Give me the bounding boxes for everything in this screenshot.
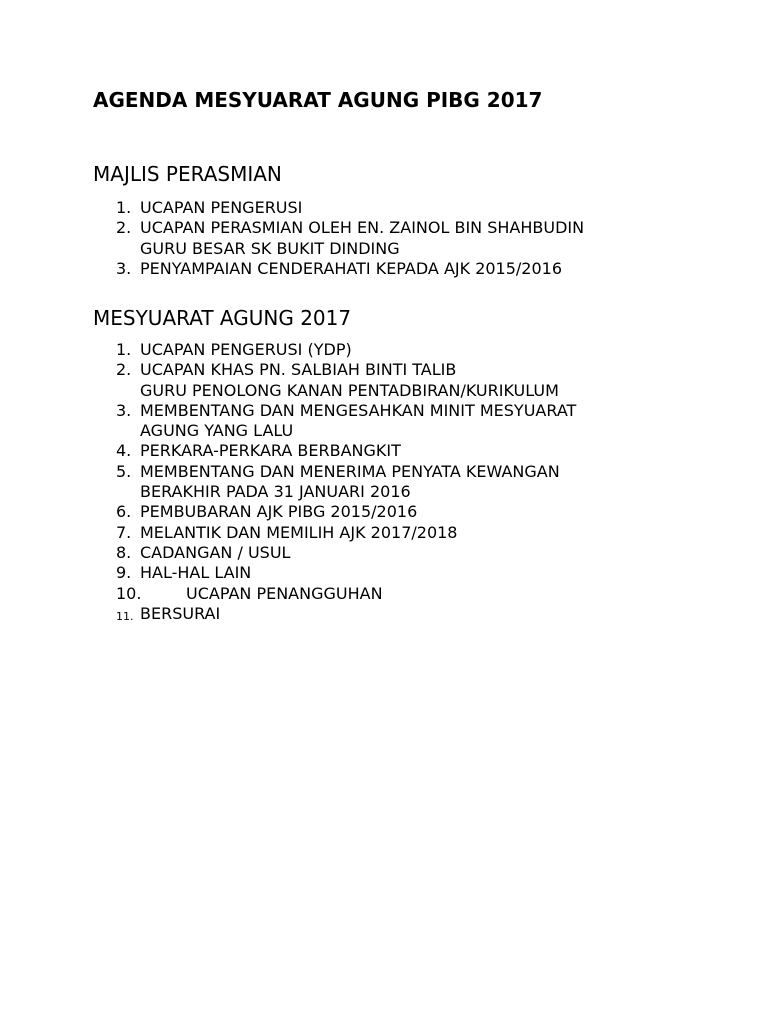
item-number: 11. <box>116 609 134 623</box>
item-text-line: GURU PENOLONG KANAN PENTADBIRAN/KURIKULUM <box>140 380 559 400</box>
item-text-line: UCAPAN PENGERUSI <box>140 198 303 217</box>
section-heading-mesyuarat-agung: MESYUARAT AGUNG 2017 <box>93 306 352 330</box>
item-text <box>140 259 562 279</box>
item-text-line: PEMBUBARAN AJK PIBG 2015/2016 <box>140 502 418 522</box>
item-text <box>140 543 290 563</box>
list-item <box>116 401 716 442</box>
item-number: 8. <box>116 542 132 562</box>
item-text-line: CADANGAN / USUL <box>140 542 291 562</box>
item-text-line: MELANTIK DAN MEMILIH AJK 2017/2018 <box>140 522 458 542</box>
list-item <box>116 604 716 627</box>
item-text-line: GURU BESAR SK BUKIT DINDING <box>140 238 400 258</box>
item-text <box>140 563 251 583</box>
item-number: 4. <box>116 441 132 461</box>
item-text <box>140 401 576 442</box>
item-text <box>140 340 352 360</box>
item-text <box>140 604 220 627</box>
list-item <box>116 563 716 583</box>
item-text-line: AGUNG YANG LALU <box>140 421 294 441</box>
item-number: 10. <box>116 583 142 603</box>
list-item <box>116 462 716 503</box>
item-text-line: UCAPAN KHAS PN. SALBIAH BINTI TALIB <box>140 360 457 380</box>
item-text-line: PENYAMPAIAN CENDERAHATI KEPADA AJK 2015/2016 <box>140 258 563 278</box>
list-item <box>116 340 716 360</box>
item-text-line: BERAKHIR PADA 31 JANUARI 2016 <box>140 482 411 502</box>
item-text <box>140 218 584 259</box>
list-item <box>116 259 716 279</box>
agenda-list-majlis-perasmian <box>116 198 716 279</box>
item-text-line: MEMBENTANG DAN MENERIMA PENYATA KEWANGAN <box>140 461 560 481</box>
item-text <box>140 441 401 461</box>
item-number: 5. <box>116 461 132 481</box>
item-number: 3. <box>116 258 132 278</box>
list-item <box>116 218 716 259</box>
item-text-line: MEMBENTANG DAN MENGESAHKAN MINIT MESYUARAT <box>140 400 577 420</box>
item-text <box>140 502 417 522</box>
item-number: 2. <box>116 360 132 380</box>
item-text-line: PERKARA-PERKARA BERBANGKIT <box>140 441 401 461</box>
item-text <box>140 198 302 218</box>
item-number: 9. <box>116 563 132 583</box>
item-text-line: BERSURAI <box>140 603 221 623</box>
item-text <box>140 360 559 401</box>
item-number: 3. <box>116 400 132 420</box>
item-text <box>140 523 457 543</box>
list-item <box>116 523 716 543</box>
item-number: 1. <box>116 340 132 359</box>
item-number: 2. <box>116 218 132 238</box>
list-item <box>116 584 716 604</box>
page-title: AGENDA MESYUARAT AGUNG PIBG 2017 <box>93 88 543 112</box>
item-text-line: HAL-HAL LAIN <box>140 563 252 583</box>
item-text-line: UCAPAN PENANGGUHAN <box>186 583 383 603</box>
item-number: 1. <box>116 198 132 217</box>
item-text <box>186 584 383 604</box>
list-item <box>116 502 716 522</box>
list-item <box>116 198 716 218</box>
list-item <box>116 543 716 563</box>
item-number: 7. <box>116 522 132 542</box>
list-item <box>116 441 716 461</box>
agenda-list-mesyuarat-agung <box>116 340 716 627</box>
item-number: 6. <box>116 502 132 522</box>
item-text-line: UCAPAN PERASMIAN OLEH EN. ZAINOL BIN SHAHBUDIN <box>140 218 585 238</box>
item-text <box>140 462 560 503</box>
list-item <box>116 360 716 401</box>
item-text-line: UCAPAN PENGERUSI (YDP) <box>140 340 352 359</box>
section-heading-majlis-perasmian: MAJLIS PERASMIAN <box>93 162 282 186</box>
